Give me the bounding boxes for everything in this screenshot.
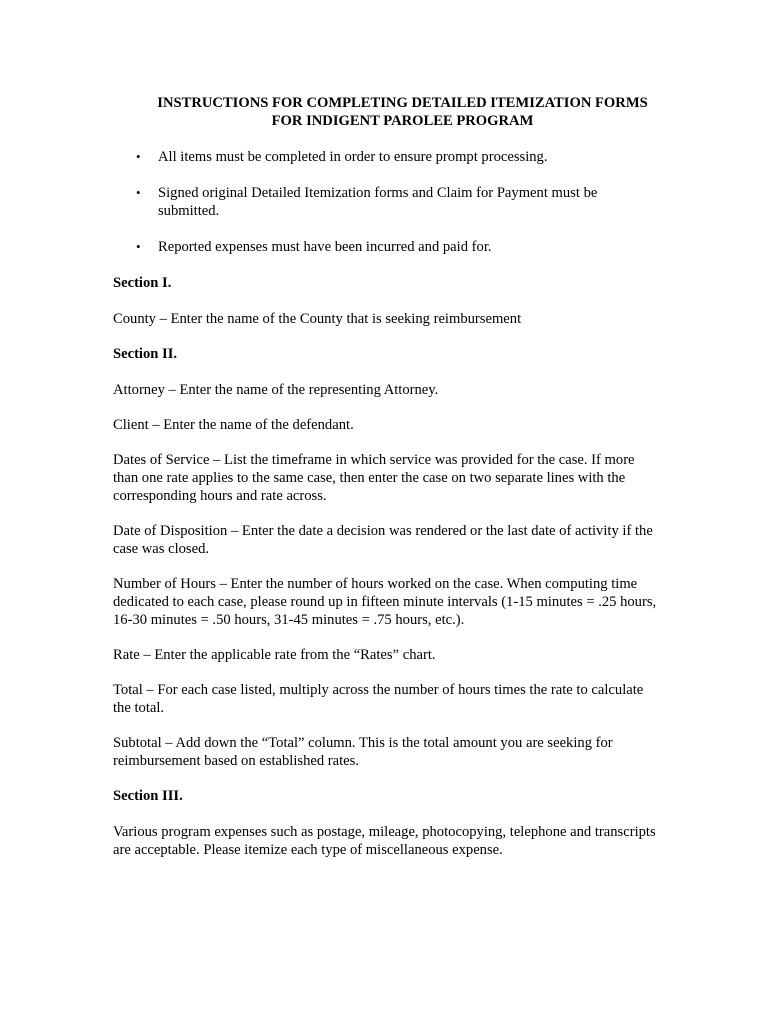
list-item	[136, 238, 662, 256]
dates-of-service-instruction: Dates of Service – List the timeframe in which service was provided for the case. If more than one rate applies to the same case, then enter the case on two separate lines with the corresponding hours and rate across.	[113, 452, 635, 504]
bullet-text: Reported expenses must have been incurred and paid for.	[158, 239, 492, 255]
bullet-icon: •	[136, 239, 141, 254]
date-of-disposition-instruction: Date of Disposition – Enter the date a decision was rendered or the last date of activity if the case was closed.	[113, 523, 653, 557]
title-line-2: FOR INDIGENT PAROLEE PROGRAM	[271, 113, 534, 129]
document-title	[113, 94, 662, 130]
client-instruction: Client – Enter the name of the defendant.	[113, 417, 354, 433]
attorney-instruction: Attorney – Enter the name of the representing Attorney.	[113, 382, 439, 398]
section-3-heading: Section III.	[113, 788, 183, 804]
bullet-text: Signed original Detailed Itemization forms and Claim for Payment must be submitted.	[158, 185, 598, 219]
section-1-heading: Section I.	[113, 275, 172, 291]
list-item	[136, 184, 662, 220]
title-line-1: INSTRUCTIONS FOR COMPLETING DETAILED ITEMIZATION FORMS	[157, 95, 648, 111]
subtotal-instruction: Subtotal – Add down the “Total” column. This is the total amount you are seeking for reimbursement based on established rates.	[113, 735, 613, 769]
total-instruction: Total – For each case listed, multiply across the number of hours times the rate to calculate the total.	[113, 682, 644, 716]
program-expenses-instruction: Various program expenses such as postage, mileage, photocopying, telephone and transcripts are acceptable. Please itemize each type of miscellaneous expense.	[113, 824, 656, 858]
section-2-heading: Section II.	[113, 346, 178, 362]
bullet-icon: •	[136, 149, 141, 164]
county-instruction: County – Enter the name of the County that is seeking reimbursement	[113, 311, 522, 327]
rate-instruction: Rate – Enter the applicable rate from the “Rates” chart.	[113, 647, 436, 663]
number-of-hours-instruction: Number of Hours – Enter the number of hours worked on the case. When computing time dedicated to each case, please round up in fifteen minute intervals (1-15 minutes = .25 hours, 16-30 minutes = .50 hours, 31-45 minutes = .75 hours, etc.).	[113, 576, 657, 628]
requirements-list	[113, 148, 662, 256]
list-item	[136, 148, 662, 166]
bullet-text: All items must be completed in order to ensure prompt processing.	[158, 149, 548, 165]
bullet-icon: •	[136, 185, 141, 200]
